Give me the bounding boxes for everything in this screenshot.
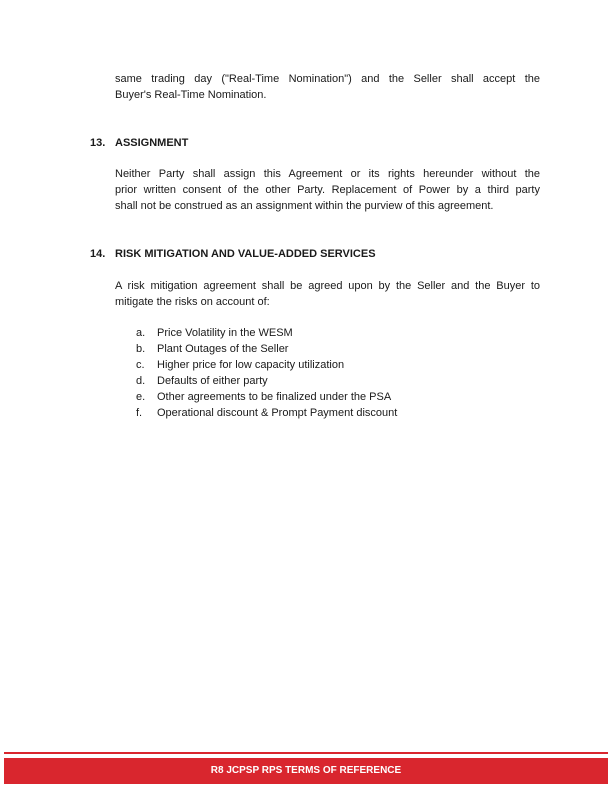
footer-divider bbox=[4, 752, 608, 754]
list-item-text: Operational discount & Prompt Payment discount bbox=[157, 407, 398, 419]
list-marker: d. bbox=[136, 375, 146, 387]
list-item bbox=[136, 373, 397, 389]
paragraph-line: mitigate the risks on account of: bbox=[115, 296, 270, 308]
list-marker: a. bbox=[136, 327, 146, 339]
list-item-text: Higher price for low capacity utilization bbox=[157, 359, 345, 371]
list-item bbox=[136, 341, 397, 357]
section-number: 14. bbox=[90, 248, 106, 260]
list-item bbox=[136, 405, 397, 421]
section-13-heading bbox=[90, 136, 188, 150]
list-item-text: Defaults of either party bbox=[157, 375, 268, 387]
paragraph-line: A risk mitigation agreement shall be agreed upon by the Seller and the Buyer to bbox=[115, 280, 540, 292]
footer-title: R8 JCPSP RPS TERMS OF REFERENCE bbox=[210, 765, 402, 776]
list-item bbox=[136, 325, 397, 341]
list-marker: f. bbox=[136, 407, 143, 419]
list-item-text: Other agreements to be finalized under the PSA bbox=[157, 391, 392, 403]
list-marker: e. bbox=[136, 391, 146, 403]
risk-list bbox=[136, 325, 397, 421]
paragraph-line: shall not be construed as an assignment within the purview of this agreement. bbox=[115, 200, 494, 212]
list-marker: b. bbox=[136, 343, 146, 355]
footer-bar bbox=[4, 758, 608, 784]
paragraph-line: same trading day ("Real-Time Nomination") and the Seller shall accept the bbox=[115, 73, 540, 85]
section-13-paragraph bbox=[115, 166, 540, 214]
list-item bbox=[136, 389, 397, 405]
paragraph-line: prior written consent of the other Party. Replacement of Power by a third party bbox=[115, 184, 540, 196]
list-item-text: Plant Outages of the Seller bbox=[157, 343, 289, 355]
paragraph-line: Neither Party shall assign this Agreement or its rights hereunder without the bbox=[115, 168, 540, 180]
list-item bbox=[136, 357, 397, 373]
paragraph-line: Buyer's Real-Time Nomination. bbox=[115, 89, 267, 101]
list-item-text: Price Volatility in the WESM bbox=[157, 327, 293, 339]
section-14-heading bbox=[90, 247, 376, 261]
section-number: 13. bbox=[90, 137, 106, 149]
continuation-paragraph bbox=[115, 71, 540, 103]
section-title: ASSIGNMENT bbox=[115, 137, 189, 149]
section-14-paragraph bbox=[115, 278, 540, 310]
list-marker: c. bbox=[136, 359, 145, 371]
section-title: RISK MITIGATION AND VALUE-ADDED SERVICES bbox=[115, 248, 376, 260]
